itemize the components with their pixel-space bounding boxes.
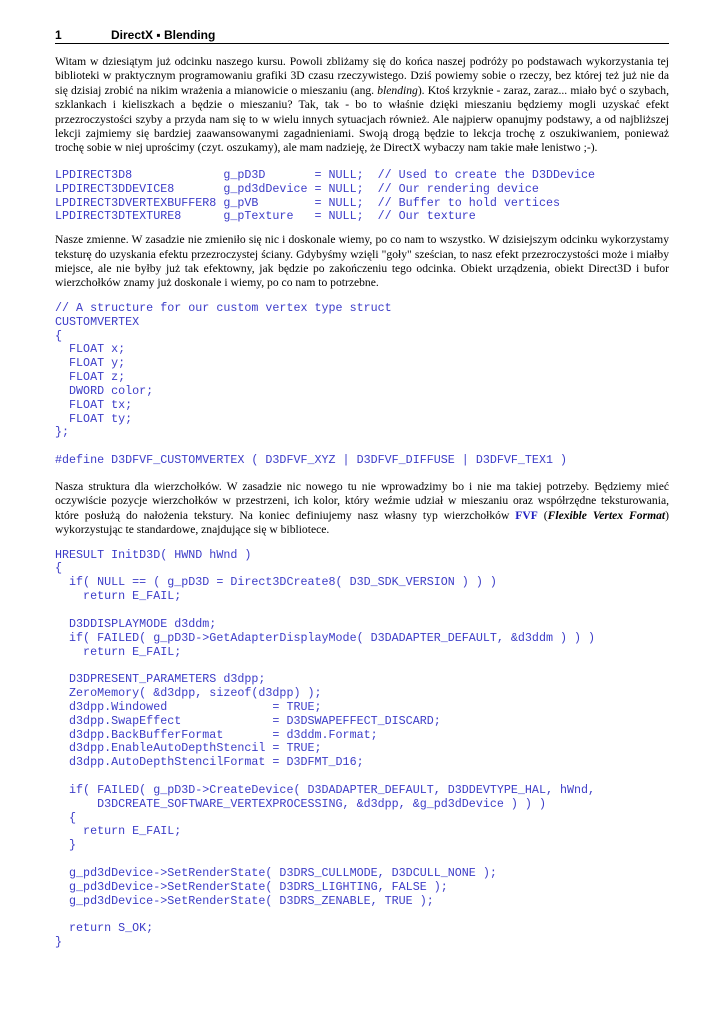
code-block-globals: LPDIRECT3D8 g_pD3D = NULL; // Used to create the D3DDevice LPDIRECT3DDEVICE8 g_pd3dDevice = NULL; // Our rendering device LPDIRECT3DVERTEXBUFFER8 g_pVB = NULL; // Buffer to hold vertices LPDIRECT3DTEXTURE8 g_pTexture = NULL; // Our texture: [55, 167, 596, 224]
fvf-term: FVF: [515, 508, 538, 522]
document-page: [55, 28, 669, 950]
vertex-paragraph: [55, 480, 669, 538]
page-title: DirectX ▪ Blending: [111, 28, 216, 42]
vertex-paragraph-text: Nasza struktura dla wierzchołków. W zasadzie nic nowego tu nie wprowadzimy bo i nie ma takiej potrzeby. Będziemy mieć oczywiście pozycje wierzchołków w przestrzeni, ich kolor, który weźmie udział w mieszaniu oraz współrzędne teksturowania, które posłużą do nałożenia tekstury. Na koniec definiujemy nasz własny typ wierzchołków: [55, 479, 669, 522]
vertex-paragraph-end: ) wykorzystując te standardowe, znajdujące się w bibliotece.: [55, 508, 669, 537]
page-number: 1: [55, 28, 62, 42]
vertex-paragraph-paren: (: [537, 508, 548, 522]
variables-paragraph: Nasze zmienne. W zasadzie nie zmieniło się nic i doskonale wiemy, po co nam to wszystko. W dzisiejszym odcinku wykorzystamy teksturę do uzyskania efektu przezroczystej ściany. Gdybyśmy wzięli "goły" sześcian, to nasz efekt przezroczystości może i miałby miejsce, ale nie byłby już tak efektowny, jak będzie po zakończeniu tego odcinka. Obiekt urządzenia, obiekt Direct3D i bufor wierzchołków znamy już doskonale i wiemy, po co nam to potrzebne.: [55, 233, 669, 290]
code-block-initd3d: HRESULT InitD3D( HWND hWnd ) { if( NULL == ( g_pD3D = Direct3DCreate8( D3D_SDK_VERSION ) ) ) return E_FAIL; D3DDISPLAYMODE d3ddm; if( FAILED( g_pD3D->GetAdapterDisplayMode( D3DADAPTER_DEFAULT, &d3ddm ) ) ) return E_FAIL; D3DPRESENT_PARAMETERS d3dpp; ZeroMemory( &d3dpp, sizeof(d3dpp) ); d3dpp.Windowed = TRUE; d3dpp.SwapEffect = D3DSWAPEFFECT_DISCARD; d3dpp.BackBufferFormat = d3ddm.Format; d3dpp.EnableAutoDepthStencil = TRUE; d3dpp.AutoDepthStencilFormat = D3DFMT_D16; if( FAILED( g_pD3D->CreateDevice( D3DADAPTER_DEFAULT, D3DDEVTYPE_HAL, hWnd, D3DCREATE_SOFTWARE_VERTEXPROCESSING, &d3dpp, &g_pd3dDevice ) ) ) { return E_FAIL; } g_pd3dDevice->SetRenderState( D3DRS_CULLMODE, D3DCULL_NONE ); g_pd3dDevice->SetRenderState( D3DRS_LIGHTING, FALSE ); g_pd3dDevice->SetRenderState( D3DRS_ZENABLE, TRUE ); return S_OK; }: [55, 547, 596, 950]
blending-term: blending: [377, 83, 418, 97]
page-header: [55, 28, 669, 44]
intro-paragraph: Witam w dziesiątym już odcinku naszego kursu. Powoli zbliżamy się do końca naszej podróży po podstawach wykorzystania tej biblioteki w praktycznym programowaniu grafiki 3D czasu rzeczywistego. Dziś powiemy sobie o rzeczy, bez której też już nie da się dzisiaj zrobić na nikim wrażenia a mianowicie o mieszaniu (ang. blending). Ktoś krzyknie - zaraz, zaraz... miało być o szybach, szklankach i kieliszkach a będzie o mieszaniu? Tak, tak - bo to właśnie dzięki mieszaniu będziemy mogli uzyskać efekt przezroczystości szyby a przyda nam się to w wielu innych sytuacjach również. Ale najpierw opanujmy podstawy, a od najbliższej lekcji zajmiemy się bardziej zaawansowanymi zagadnieniami. Swoją drogą będzie to lekcja trochę z oszukiwaniem, ponieważ trochę sobie w niej uprościmy (czyt. oszukamy), ale mam nadzieję, że DirectX wybaczy nam takie małe lenistwo ;-).: [55, 55, 669, 155]
fvf-expansion: Flexible Vertex Format: [547, 508, 666, 522]
code-block-vertex-struct: // A structure for our custom vertex type struct CUSTOMVERTEX { FLOAT x; FLOAT y; FLOAT z; DWORD color; FLOAT tx; FLOAT ty; }; #define D3DFVF_CUSTOMVERTEX ( D3DFVF_XYZ | D3DFVF_DIFFUSE | D3DFVF_TEX1 ): [55, 300, 567, 468]
